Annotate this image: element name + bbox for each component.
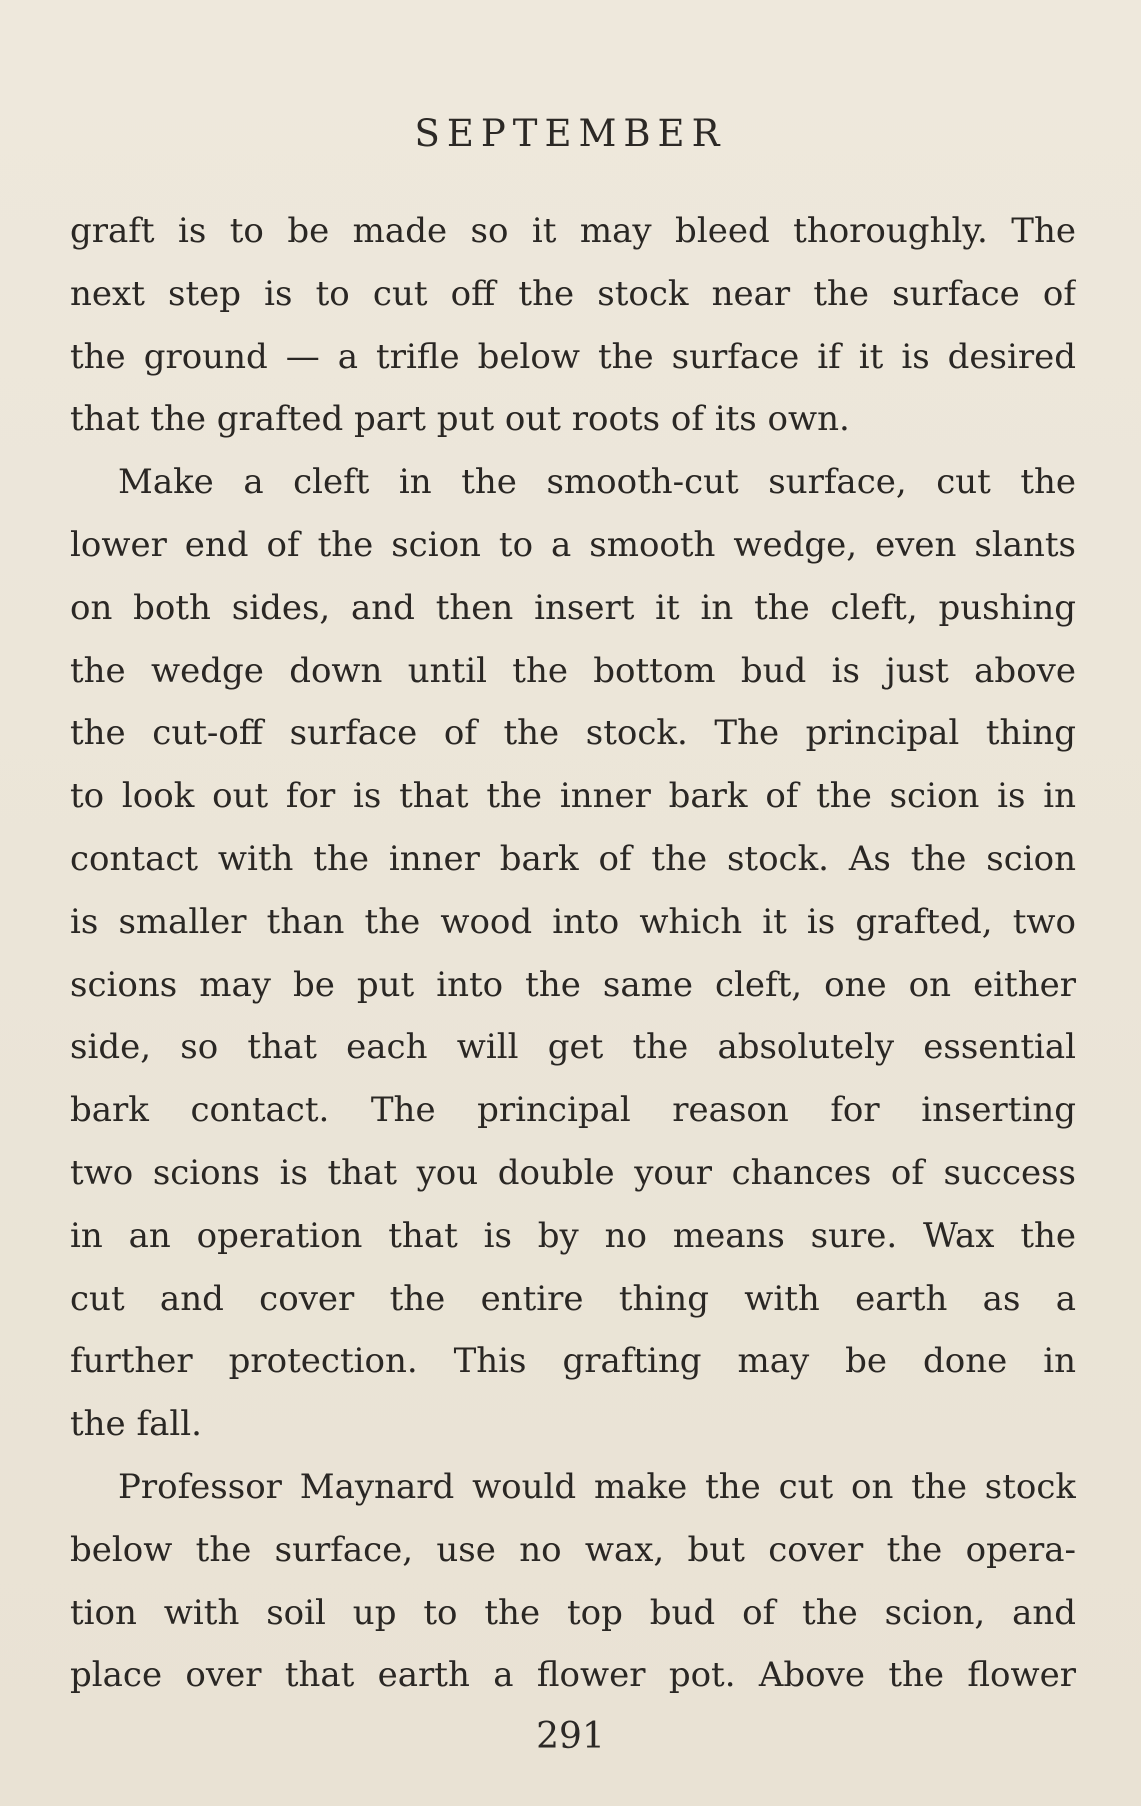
text-line: is smaller than the wood into which it is grafted, two — [70, 901, 1076, 942]
text-line: the ground — a trifle below the surface if it is desired — [70, 336, 1076, 377]
text-line: that the grafted part put out roots of its own. — [70, 399, 850, 440]
text-line: the fall. — [70, 1404, 202, 1445]
text-line: in an operation that is by no means sure. Wax the — [70, 1215, 1076, 1256]
text-line: bark contact. The principal reason for inserting — [70, 1090, 1076, 1131]
text-line: lower end of the scion to a smooth wedge, even slants — [70, 524, 1076, 565]
running-head: SEPTEMBER — [414, 112, 727, 155]
text-line: two scions is that you double your chances of success — [70, 1152, 1076, 1193]
text-line: place over that earth a flower pot. Above the flower — [70, 1655, 1076, 1696]
text-line: Make a cleft in the smooth-cut surface, cut the — [118, 462, 1076, 503]
page-number: 291 — [536, 1716, 605, 1757]
text-line: the cut-off surface of the stock. The principal thing — [70, 713, 1076, 754]
text-line: below the surface, use no wax, but cover the opera- — [70, 1529, 1076, 1570]
text-line: the wedge down until the bottom bud is just above — [70, 650, 1076, 691]
text-line: cut and cover the entire thing with earth as a — [70, 1278, 1076, 1319]
text-line: next step is to cut off the stock near the surface of — [70, 273, 1076, 314]
text-line: further protection. This grafting may be done in — [70, 1341, 1076, 1382]
text-line: side, so that each will get the absolutely essential — [70, 1027, 1076, 1068]
text-line: contact with the inner bark of the stock. As the scion — [70, 838, 1076, 879]
text-line: scions may be put into the same cleft, one on either — [70, 964, 1076, 1005]
text-line: to look out for is that the inner bark of the scion is in — [70, 776, 1076, 817]
text-line: tion with soil up to the top bud of the scion, and — [70, 1592, 1076, 1633]
text-line: on both sides, and then insert it in the cleft, pushing — [70, 587, 1076, 628]
text-line: Professor Maynard would make the cut on the stock — [118, 1466, 1076, 1507]
text-line: graft is to be made so it may bleed thoroughly. The — [70, 211, 1076, 251]
body-text — [70, 200, 1076, 1707]
